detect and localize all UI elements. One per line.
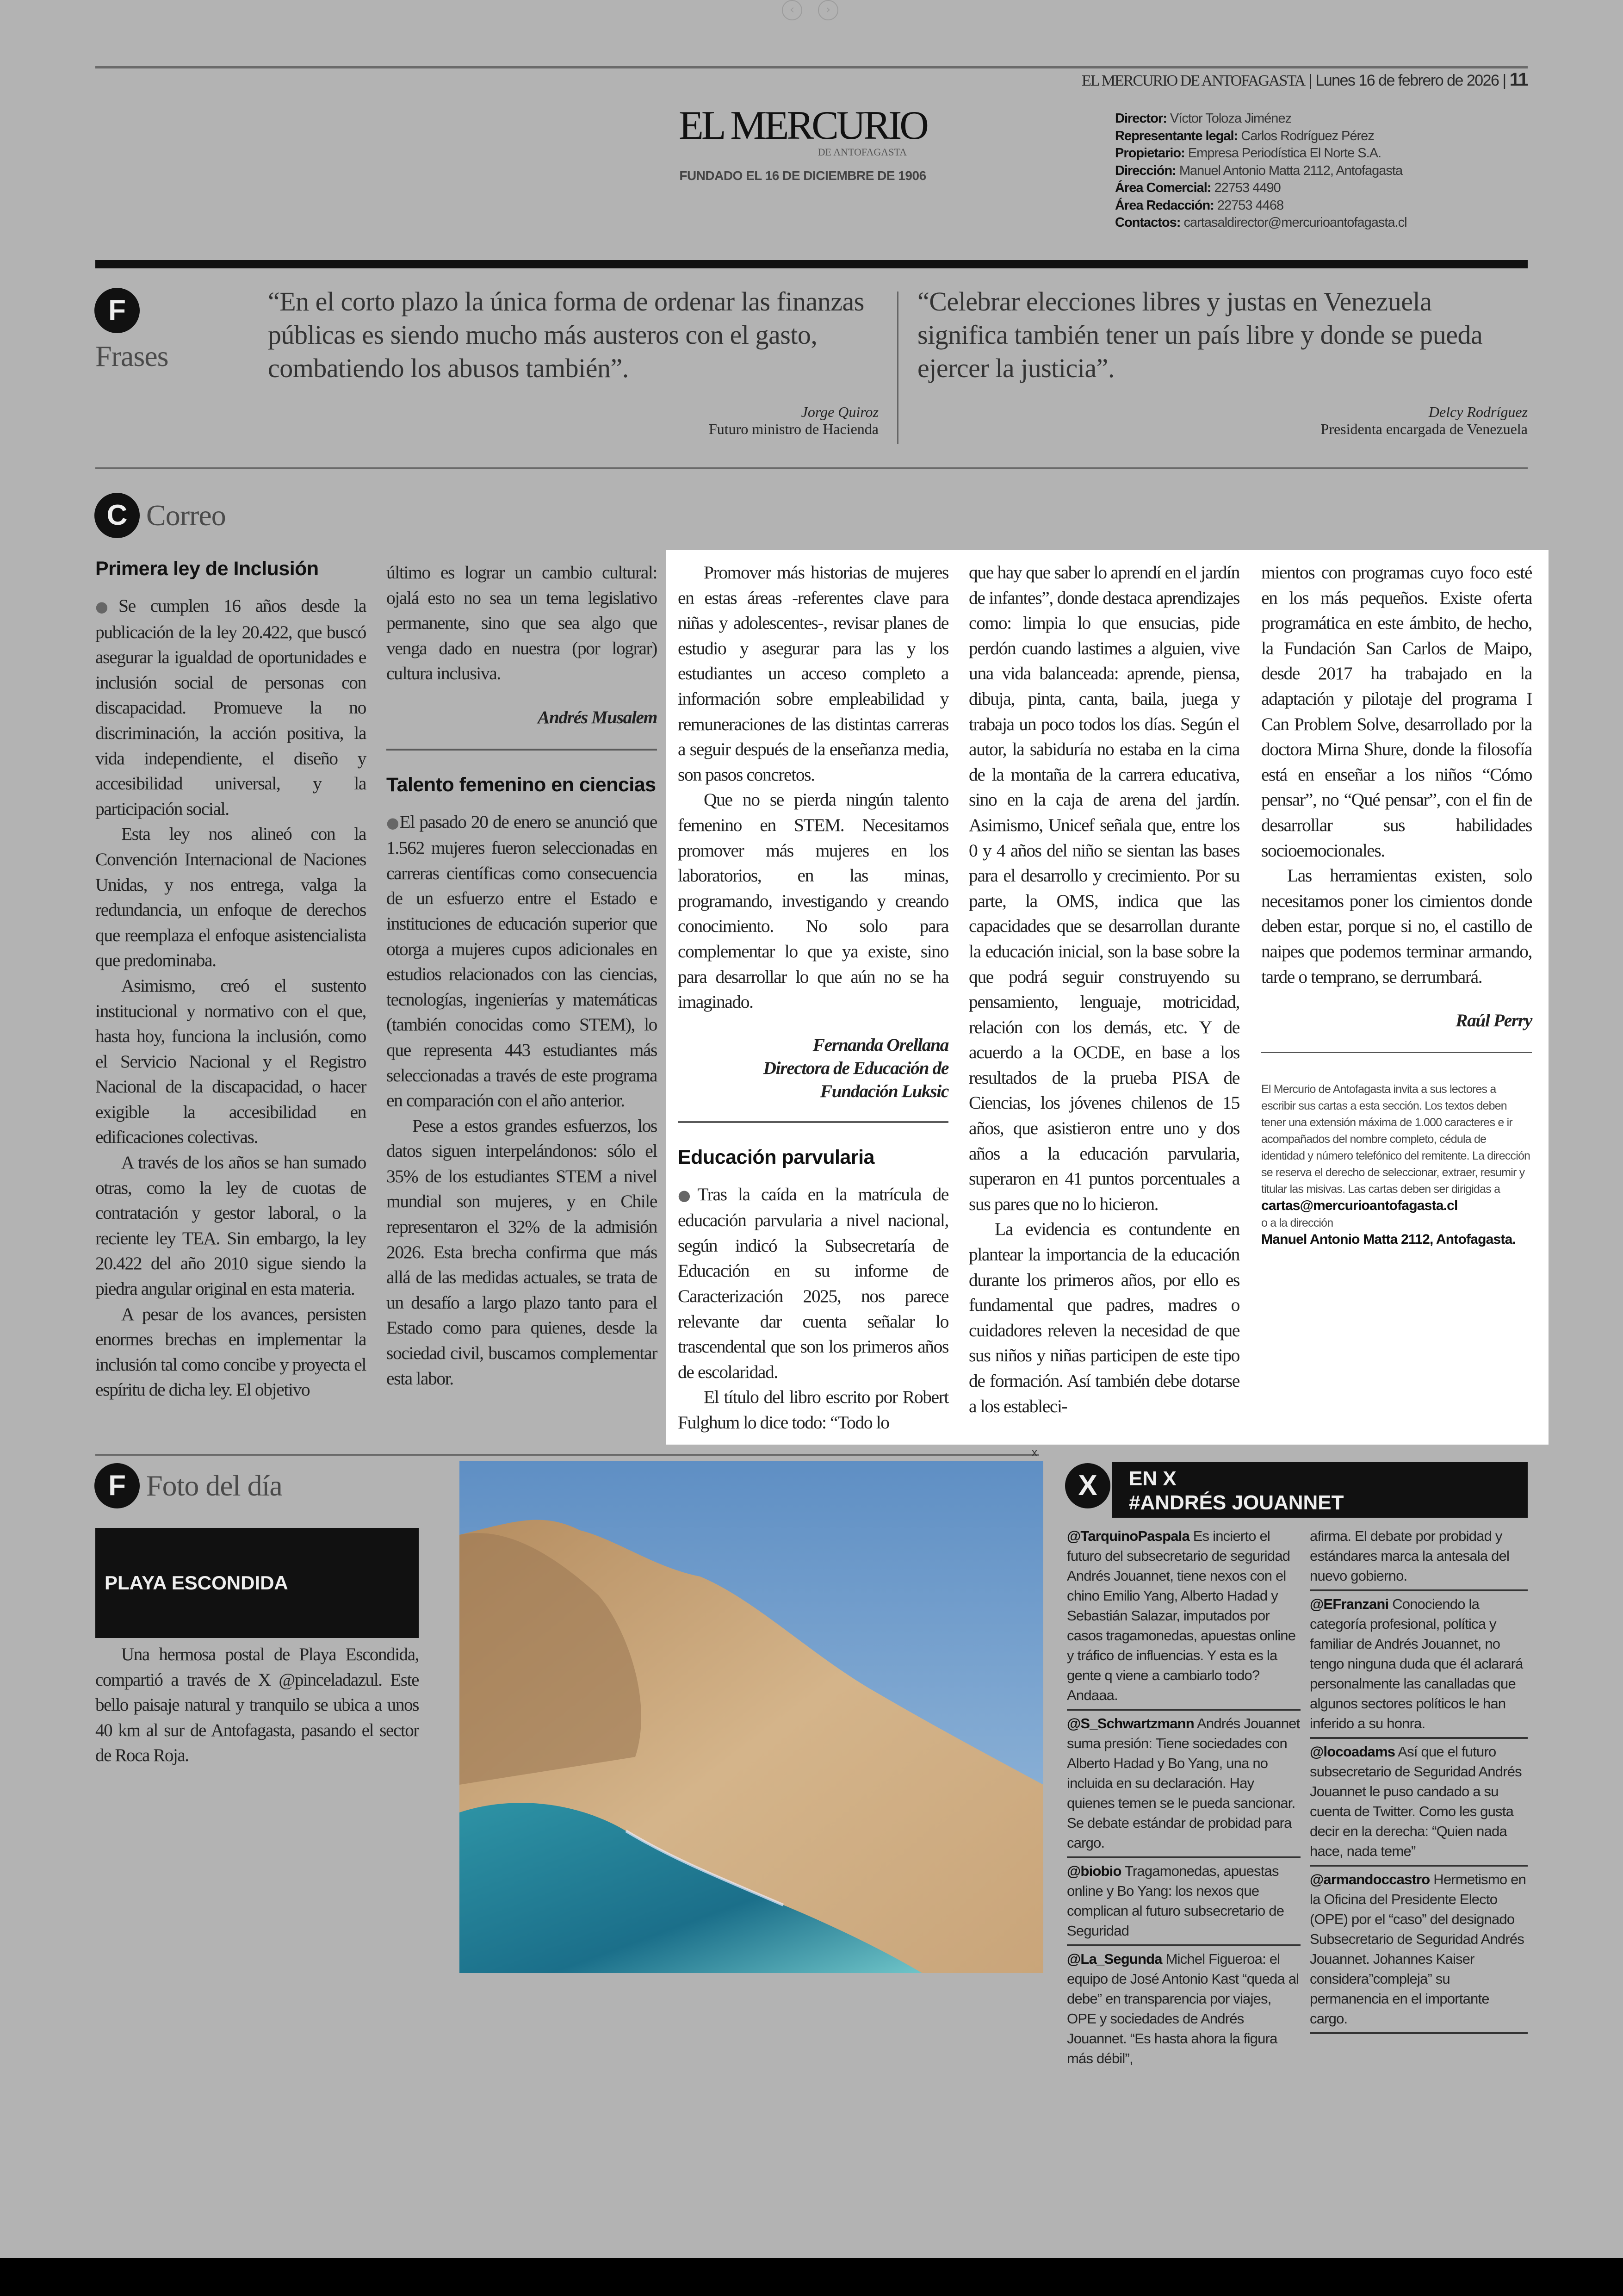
info-row: Dirección: Manuel Antonio Matta 2112, Antofagasta bbox=[1115, 163, 1403, 178]
dateline: EL MERCURIO DE ANTOFAGASTA | Lunes 16 de febrero de 2026 | 11 bbox=[1081, 69, 1528, 90]
section-rule bbox=[95, 1454, 1039, 1456]
quote-text: “En el corto plazo la única forma de ordenar las finanzas públicas es siendo mucho más austeros con el gasto, combatiendo los abusos también”. bbox=[268, 286, 864, 383]
bullet-icon: ● bbox=[386, 813, 400, 832]
paper-name: EL MERCURIO DE ANTOFAGASTA bbox=[1081, 72, 1305, 89]
info-row: Área Redacción: 22753 4468 bbox=[1115, 198, 1284, 213]
letters-address: Manuel Antonio Matta 2112, Antofagasta. bbox=[1261, 1231, 1516, 1247]
tweet-handle[interactable]: @armandoccastro bbox=[1310, 1871, 1430, 1887]
photo-title-box bbox=[95, 1528, 419, 1638]
foto-badge-icon: F bbox=[94, 1463, 140, 1508]
info-row: Propietario: Empresa Periodística El Norte S.A. bbox=[1115, 146, 1381, 161]
tweets-column-1 bbox=[1067, 1523, 1301, 2068]
quote-role: Futuro ministro de Hacienda bbox=[708, 421, 879, 437]
chevron-left-icon: ‹ bbox=[789, 3, 795, 17]
bullet-icon: ● bbox=[678, 1186, 698, 1204]
tweet-handle[interactable]: @biobio bbox=[1067, 1863, 1121, 1879]
quote-author: Jorge Quiroz bbox=[801, 403, 879, 420]
letter-separator bbox=[1261, 1052, 1532, 1053]
letters-disclaimer: El Mercurio de Antofagasta invita a sus lectores a escribir sus cartas a esta sección. Los textos deben tener una extensión máxima de 1.000 caracteres e ir acompañados del nombre completo, cédula de identidad y número telefónico del remitente. La dirección se reserva el derecho de seleccionar, extraer, resumir y titular las misivas. Las cartas deben ser dirigidas a cartas@mercurioantofagasta.cl o a la dirección Manuel Antonio Matta 2112, Antofagasta. bbox=[1261, 1082, 1530, 1247]
lower-section bbox=[0, 1446, 1623, 2066]
logo-main: EL MERCURIO bbox=[679, 103, 927, 148]
bullet-icon: ● bbox=[95, 598, 119, 615]
photo-title: PLAYA ESCONDIDA bbox=[105, 1572, 288, 1594]
info-row: Contactos: cartasaldirector@mercurioantofagasta.cl bbox=[1115, 215, 1407, 230]
founded-line: FUNDADO EL 16 DE DICIEMBRE DE 1906 bbox=[679, 168, 926, 183]
letter-title: Primera ley de Inclusión bbox=[95, 558, 319, 580]
tweet-handle[interactable]: @EFranzani bbox=[1310, 1596, 1389, 1612]
tweet-handle[interactable]: @S_Schwartzmann bbox=[1067, 1715, 1194, 1731]
thick-rule bbox=[95, 260, 1528, 268]
quote-author: Delcy Rodríguez bbox=[1428, 403, 1528, 420]
correo-column-3: Promover más historias de mujeres en estas áreas -referentes clave para niñas y adolescentes-, revisar planes de estudio y asegurar para las y los estudiantes un acceso completo a información sobre empleabilidad y remuneraciones de las distintas carreras a seguir después de la enseñanza media, son pasos concretos. Que no se pierda ningún talento femenino en STEM. Necesitamos promover más mujeres en los laboratorios, en las minas, programando, investigando y creando conocimiento. No solo para complementar lo que ya existe, sino para desarrollar lo que aún no se ha imaginado. Fernanda Orellana Directora de Educación de Fundación Luksic Educación parvularia ●Tras la caída en la matrícula de educación parvularia a nivel nacional, según indicó la Subsecretaría de Educación en su informe de Caracterización 2025, nos parece relevante dar cuenta señalar lo trascendental que son los primeros años de escolaridad. El título del libro escrito por Robert Fulghum lo dice todo: “Todo lo bbox=[678, 562, 948, 1433]
photo-playa-escondida bbox=[459, 1461, 1043, 1973]
enx-hashtag: #ANDRÉS JOUANNET bbox=[1129, 1491, 1344, 1514]
letter-title: Talento femenino en ciencias bbox=[386, 773, 656, 796]
letter-separator bbox=[386, 749, 657, 751]
letter-separator bbox=[678, 1121, 948, 1123]
viewer-bottom-bar bbox=[0, 2258, 1623, 2296]
photo-caption: Una hermosa postal de Playa Escondida, compartió a través de X @pinceladazul. Este bello paisaje natural y tranquilo se ubica a unos 40 km al sur de Antofagasta, pasando el sector de Roca Roja. bbox=[95, 1644, 419, 1766]
logo-sub: DE ANTOFAGASTA bbox=[818, 146, 907, 158]
frases-badge-icon: F bbox=[94, 288, 140, 333]
correo-column-1: Primera ley de Inclusión ●Se cumplen 16 años desde la publicación de la ley 20.422, que buscó asegurar la igualdad de oportunidades e inclusión social de personas con discapacidad. Promueve la no discriminación, la acción positiva, la vida independiente, el diseño y accesibilidad universal, y la participación social. Esta ley nos alineó con la Convención Internacional de Naciones Unidas, y nos entrega, valga la redundancia, un enfoque de derechos que reemplaza el enfoque asistencialista que predominaba. Asimismo, creó el sustento institucional y normativo con el que, hasta hoy, funciona la inclusión, como el Servicio Nacional y el Registro Nacional de la discapacidad, o hacer exigible la accesibilidad en edificaciones colectivas. A través de los años se han sumado otras, como la ley de cuotas de contratación y gestor laboral, o la reciente ley TEA. Sin embargo, la ley 20.422 del año 2010 sigue siendo la piedra angular original en esta materia. A pesar de los avances, persisten enormes brechas en implementar la inclusión tal como concibe y proyecta el espíritu de dicha ley. El objetivo bbox=[95, 558, 366, 1400]
quote-role: Presidenta encargada de Venezuela bbox=[1320, 421, 1528, 437]
tweet: @EFranzani Conociendo la categoría profesional, política y familiar de Andrés Jouannet, no tengo ninguna duda que él aclarará personalmente las canalladas que algunos sectores políticos le han inferido a su honra. bbox=[1310, 1591, 1528, 1739]
quote-divider bbox=[897, 292, 898, 444]
frases-title: Frases bbox=[95, 340, 168, 372]
tweets-column-2 bbox=[1310, 1523, 1528, 2034]
page-number: 11 bbox=[1509, 69, 1528, 90]
masthead-logo bbox=[671, 105, 935, 183]
correo-title: Correo bbox=[146, 499, 226, 532]
beach-landscape-image bbox=[459, 1461, 1043, 1973]
correo-column-5: mientos con programas cuyo foco esté en los más pequeños. Existe oferta programática en este ámbito, de hecho, la Fundación San Carlos de Maipo, desde 2017 ha trabajado en la adaptación y pilotaje del programa I Can Problem Solve, desarrollado por la doctora Mirna Shure, donde la filosofía está en enseñar a los niños “Cómo pensar”, no “Qué pensar”, con el fin de desarrollar sus habilidades socioemocionales. Las herramientas existen, solo necesitamos poner los cimientos donde deben estar, porque si no, el castillo de naipes que podemos terminar armando, tarde o temprano, se derrumbará. Raúl Perry El Mercurio de Antofagasta invita a sus lectores a escribir sus cartas a esta sección. Los textos deben tener una extensión máxima de 1.000 caracteres e ir acompañados del nombre completo, cédula de identidad y número telefónico del remitente. La dirección se reserva el derecho de seleccionar, extraer, resumir y titular las misivas. Las cartas deben ser dirigidas a cartas@mercurioantofagasta.cl o a la dirección Manuel Antonio Matta 2112, Antofagasta. bbox=[1261, 560, 1532, 1248]
date: Lunes 16 de febrero de 2026 bbox=[1315, 72, 1499, 89]
correo-column-2: último es lograr un cambio cultural: ojalá esto no sea un tema legislativo permanente, sino que sea algo que venga dado en nuestra (por lograr) cultura inclusiva. Andrés Musalem Talento femenino en ciencias ●El pasado 20 de enero se anunció que 1.562 mujeres fueron seleccionadas en carreras científicas como consecuencia de un esfuerzo entre el Estado e instituciones de educación superior que otorga a mujeres cupos adicionales en estudios relacionados con las ciencias, tecnologías, ingenierías y matemáticas (también conocidas como STEM), lo que representa 443 estudiantes más seleccionadas a través de este programa en comparación con el año anterior. Pese a estos grandes esfuerzos, los datos siguen interpelándonos: sólo el 35% de los estudiantes STEM a nivel mundial son mujeres, y en Chile representaron el 32% de la admisión 2026. Esta brecha confirma que más allá de las medidas actuales, se trata de un desafío a largo plazo tanto para el Estado como para quienes, desde la sociedad civil, buscamos complementar esta labor. bbox=[386, 562, 657, 1389]
next-page-button[interactable] bbox=[818, 0, 838, 20]
info-row: Representante legal: Carlos Rodríguez Pérez bbox=[1115, 128, 1374, 143]
quote-2 bbox=[917, 285, 1528, 438]
tweet-handle[interactable]: @La_Segunda bbox=[1067, 1951, 1162, 1967]
tweet: @La_Segunda Michel Figueroa: el equipo de José Antonio Kast “queda al debe” en transparencia por viajes, OPE y sociedades de Andrés Jouannet. “Es hasta ahora la figura más débil”, bbox=[1067, 1951, 1299, 2066]
quote-1 bbox=[268, 285, 883, 438]
masthead-info bbox=[1115, 110, 1407, 232]
letter-title: Educación parvularia bbox=[678, 1146, 874, 1168]
chevron-right-icon: › bbox=[825, 3, 831, 17]
letter-signature: Fernanda Orellana Directora de Educación de Fundación Luksic bbox=[763, 1034, 948, 1101]
tweet-handle[interactable]: @TarquinoPaspala bbox=[1067, 1528, 1189, 1544]
tweet-continuation: afirma. El debate por probidad y estándares marca la antesala del nuevo gobierno. bbox=[1310, 1523, 1528, 1591]
info-row: Director: Víctor Toloza Jiménez bbox=[1115, 111, 1292, 126]
previous-page-button[interactable] bbox=[782, 0, 802, 20]
correo-badge-icon: C bbox=[94, 493, 140, 538]
tweet-handle[interactable]: @locoadams bbox=[1310, 1744, 1395, 1760]
foto-title: Foto del día bbox=[146, 1469, 282, 1502]
top-rule bbox=[95, 66, 1528, 68]
tweet: @armandoccastro Hermetismo en la Oficina del Presidente Electo (OPE) por el “caso” del designado Subsecretario de Seguridad Andrés Jouannet. Johannes Kaiser considera”compleja” su permanencia en el importante cargo. bbox=[1310, 1867, 1528, 2034]
tweet: @locoadams Así que el futuro subsecretario de Seguridad Andrés Jouannet le puso candado a su cuenta de Twitter. Como les gusta decir en la derecha: “Quien nada hace, nada teme” bbox=[1310, 1739, 1528, 1867]
section-rule bbox=[95, 467, 1528, 469]
quote-text: “Celebrar elecciones libres y justas en Venezuela significa también tener un país libre y donde se pueda ejercer la justicia”. bbox=[917, 286, 1483, 383]
letters-email[interactable]: cartas@mercurioantofagasta.cl bbox=[1261, 1198, 1458, 1213]
tweet: @TarquinoPaspala Es incierto el futuro del subsecretario de seguridad Andrés Jouannet, tiene nexos con el chino Emilio Yang, Alberto Hadad y Sebastián Salazar, imputados por casos tragamonedas, apuestas online y tráfico de influencias. Y esta es la gente q viene a cambiarlo todo? Andaaa. bbox=[1067, 1523, 1301, 1711]
letter-signature: Raúl Perry bbox=[1456, 1010, 1532, 1031]
close-icon[interactable]: x bbox=[1032, 1446, 1037, 1459]
info-row: Área Comercial: 22753 4490 bbox=[1115, 180, 1281, 195]
x-logo-icon: X bbox=[1065, 1463, 1110, 1508]
enx-line-1: EN X bbox=[1129, 1467, 1177, 1490]
tweet: @biobio Tragamonedas, apuestas online y Bo Yang: los nexos que complican al futuro subsecretario de Seguridad bbox=[1067, 1858, 1301, 1946]
enx-header bbox=[1112, 1462, 1528, 1518]
letter-signature: Andrés Musalem bbox=[537, 707, 657, 727]
correo-column-4: que hay que saber lo aprendí en el jardín de infantes”, donde destaca aprendizajes como: limpia lo que ensucias, pide perdón cuando lastimes a alguien, vive una vida balanceada: aprende, piensa, dibuja, pinta, canta, baila, juega y trabaja un poco todos los días. Según el autor, la sabiduría no estaba en la cima de la montaña de la carrera educativa, sino en la caja de arena del jardín. Asimismo, Unicef señala que, entre los 0 y 4 años del niño se sientan las bases para el desarrollo y crecimiento. Por su parte, la OMS, indica que las capacidades que se desarrollan durante la educación inicial, son la base sobre la que podrá seguir construyendo su pensamiento, lenguaje, motricidad, relación con los demás, etc. Y de acuerdo a la OCDE, en base a los resultados de la prueba PISA de Ciencias, los jóvenes chilenos de 15 años, que asistieron entre uno y dos años a la educación parvularia, superaron en 41 puntos porcentuales a sus pares que no lo hicieron. La evidencia es contundente en plantear la importancia de la educación durante los primeros años, por ello es fundamental que padres, madres o cuidadores releven la necesidad de que sus niños y niñas participen de este tipo de formación. Así también debe dotarse a los estableci- bbox=[969, 562, 1239, 1416]
tweet: @S_Schwartzmann Andrés Jouannet suma presión: Tiene sociedades con Alberto Hadad y Bo Yang, una no incluida en su declaración. Hay quienes temen se le pueda sancionar. Se debate estándar de probidad para cargo. bbox=[1067, 1711, 1301, 1858]
